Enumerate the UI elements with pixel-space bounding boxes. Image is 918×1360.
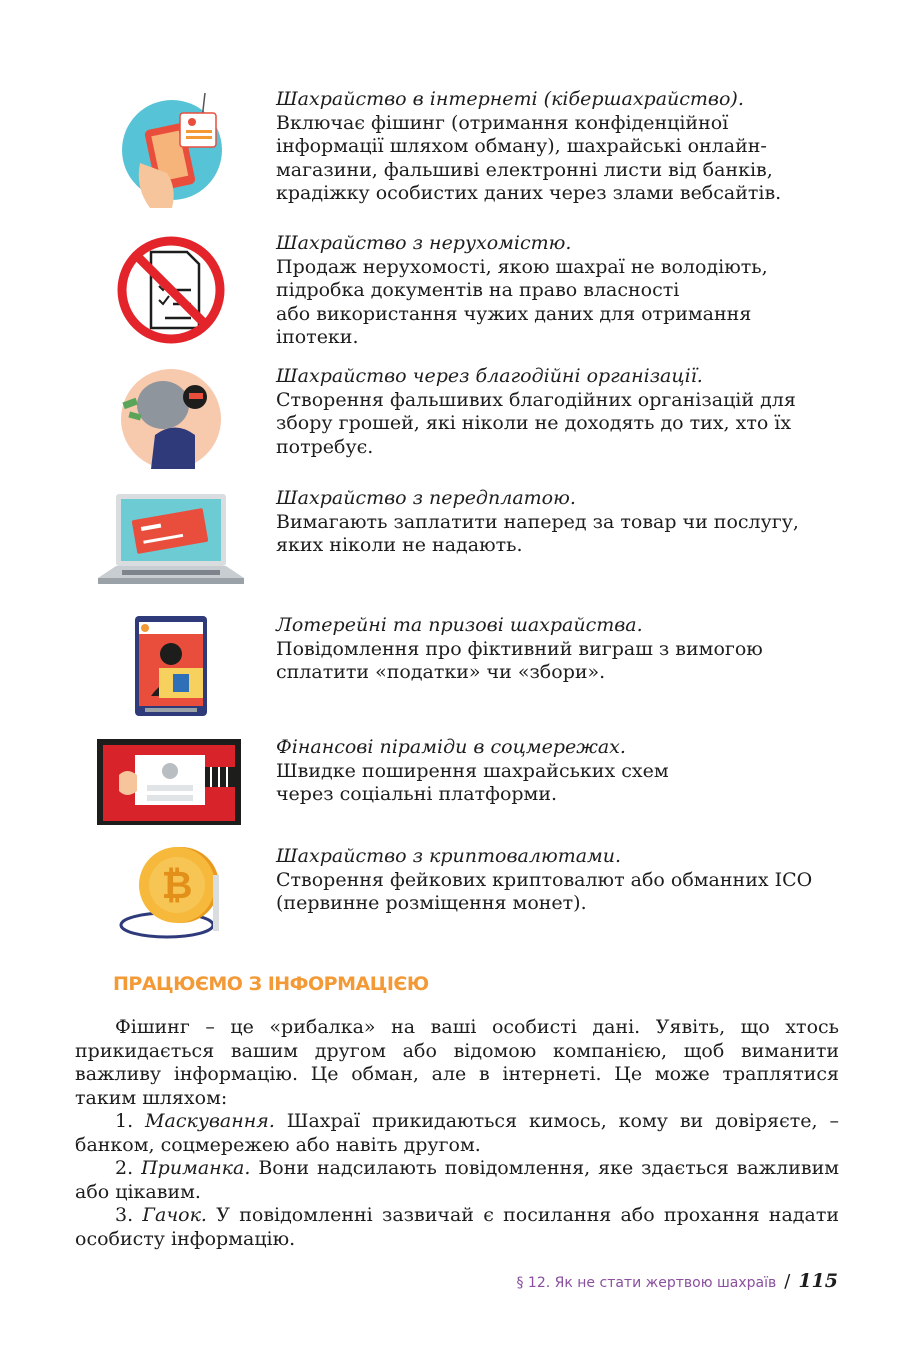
- item-title: Шахрайство в інтернеті (кібершахрайство).: [276, 88, 744, 110]
- step-1: 1. Маскування. Шахраї прикидаються кимось, кому ви довіряєте, – банком, соцмережею або навіть другом.: [75, 1110, 839, 1156]
- page-number: 115: [798, 1270, 838, 1292]
- thief-money-bag-icon: [115, 365, 227, 473]
- intro-paragraph: Фішинг – це «рибалка» на ваші особисті дані. Уявіть, що хтось прикидається вашим другом або відомою компанією, щоб виманити важливу інформацію. Це обман, але в інтернеті. Це може траплятися таким шляхом:: [75, 1016, 839, 1109]
- chapter-title: § 12. Як не стати жертвою шахраїв: [516, 1275, 777, 1291]
- item-title: Фінансові піраміди в соцмережах.: [276, 736, 626, 758]
- item-title: Шахрайство через благодійні організації.: [276, 365, 703, 387]
- forbidden-document-icon: [115, 234, 227, 346]
- social-login-theft-icon: [97, 737, 245, 827]
- step-2: 2. Приманка. Вони надсилають повідомлення, яке здається важливим або цікавим.: [75, 1157, 840, 1203]
- laptop-card-icon: [96, 492, 246, 592]
- step-3: 3. Гачок. У повідомленні зазвичай є посилання або прохання надати особисту інформацію.: [75, 1204, 840, 1250]
- phone-gift-icon: [133, 616, 211, 718]
- page-footer: [516, 1270, 838, 1292]
- item-title: Шахрайство з криптовалютами.: [276, 845, 622, 867]
- bitcoin-coin-icon: [117, 845, 227, 945]
- item-title: Шахрайство з передплатою.: [276, 487, 576, 509]
- phishing-phone-icon: [110, 88, 230, 213]
- svg-text:₿: ₿: [161, 863, 193, 907]
- item-title: Шахрайство з нерухомістю.: [276, 232, 572, 254]
- section-body: [75, 1016, 839, 1251]
- footer-separator: /: [784, 1271, 791, 1292]
- section-title: ПРАЦЮЄМО З ІНФОРМАЦІЄЮ: [113, 973, 429, 995]
- item-title: Лотерейні та призові шахрайства.: [276, 614, 643, 636]
